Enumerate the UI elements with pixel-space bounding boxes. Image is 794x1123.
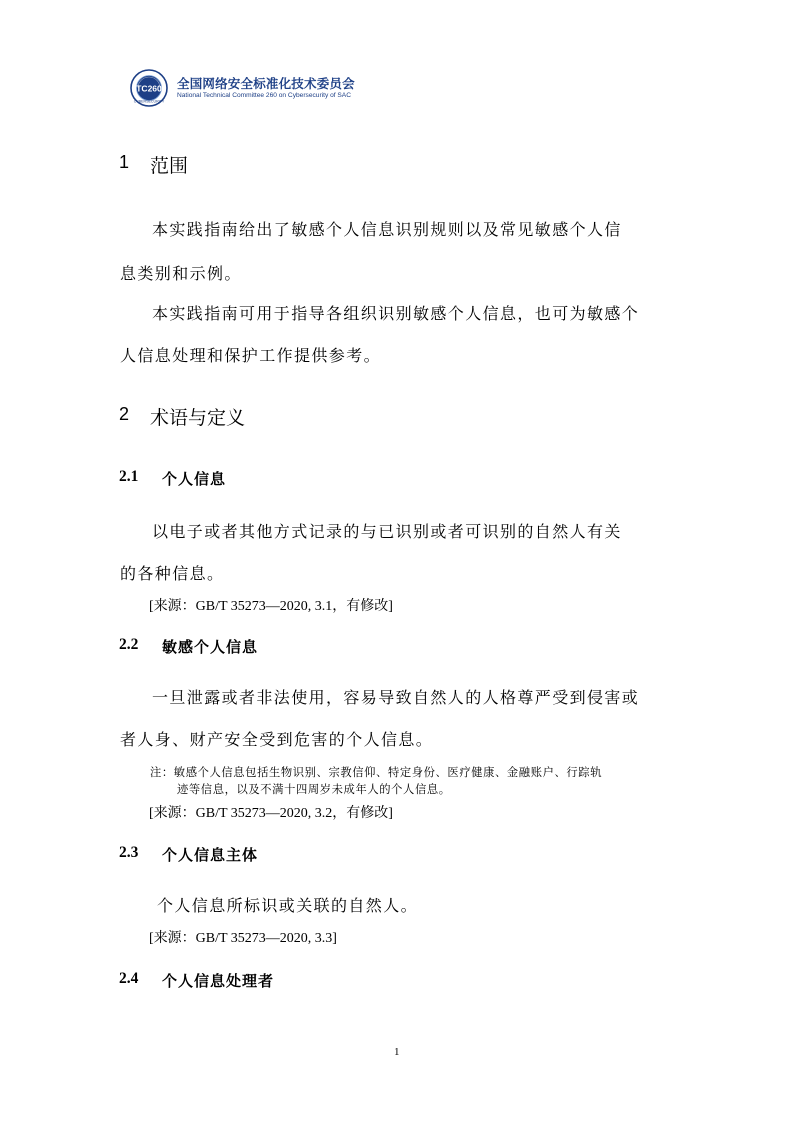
section-1-title: 范围	[150, 155, 189, 177]
section-2-3-body-line1: 个人信息所标识或关联的自然人。	[157, 896, 419, 915]
section-2-number: 2	[119, 404, 130, 424]
section-2-1-title: 个人信息	[162, 470, 227, 488]
section-1-para2-line2: 人信息处理和保护工作提供参考。	[120, 346, 382, 365]
tc260-emblem-icon	[130, 69, 168, 107]
section-2-4-title: 个人信息处理者	[162, 972, 275, 990]
emblem-ring-text: CYBERSECURITY	[133, 99, 165, 104]
section-2-3-source: [来源：GB/T 35273—2020, 3.3]	[149, 931, 337, 946]
section-2-3-title: 个人信息主体	[162, 846, 259, 864]
section-1-para2-line1: 本实践指南可用于指导各组织识别敏感个人信息，也可为敏感个	[152, 304, 640, 323]
section-2-4-number: 2.4	[119, 970, 139, 987]
section-1-para1-line2: 息类别和示例。	[120, 264, 242, 283]
section-2-2-note-line2: 迹等信息，以及不满十四周岁未成年人的个人信息。	[177, 783, 451, 796]
section-2-1-number: 2.1	[119, 468, 139, 485]
section-2-2-title: 敏感个人信息	[162, 638, 259, 656]
page-number: 1	[394, 1046, 400, 1058]
org-name-en: National Technical Committee 260 on Cybersecurity of SAC	[177, 92, 351, 99]
org-name-cn: 全国网络安全标准化技术委员会	[177, 76, 355, 91]
section-2-title: 术语与定义	[150, 407, 246, 429]
section-1-para1-line1: 本实践指南给出了敏感个人信息识别规则以及常见敏感个人信	[152, 220, 622, 239]
section-2-2-body-line1: 一旦泄露或者非法使用，容易导致自然人的人格尊严受到侵害或	[152, 688, 640, 707]
section-2-3-number: 2.3	[119, 844, 139, 861]
section-2-2-number: 2.2	[119, 636, 139, 653]
section-2-1-body-line2: 的各种信息。	[120, 564, 225, 583]
section-1-number: 1	[119, 152, 130, 172]
section-2-2-body-line2: 者人身、财产安全受到危害的个人信息。	[120, 730, 434, 749]
section-2-1-body-line1: 以电子或者其他方式记录的与已识别或者可识别的自然人有关	[152, 522, 622, 541]
section-2-2-note-line1: 注：敏感个人信息包括生物识别、宗教信仰、特定身份、医疗健康、金融账户、行踪轨	[150, 766, 603, 779]
emblem-text: TC260	[136, 83, 162, 94]
section-2-2-source: [来源：GB/T 35273—2020, 3.2，有修改]	[149, 806, 393, 821]
section-2-1-source: [来源：GB/T 35273—2020, 3.1，有修改]	[149, 599, 393, 614]
